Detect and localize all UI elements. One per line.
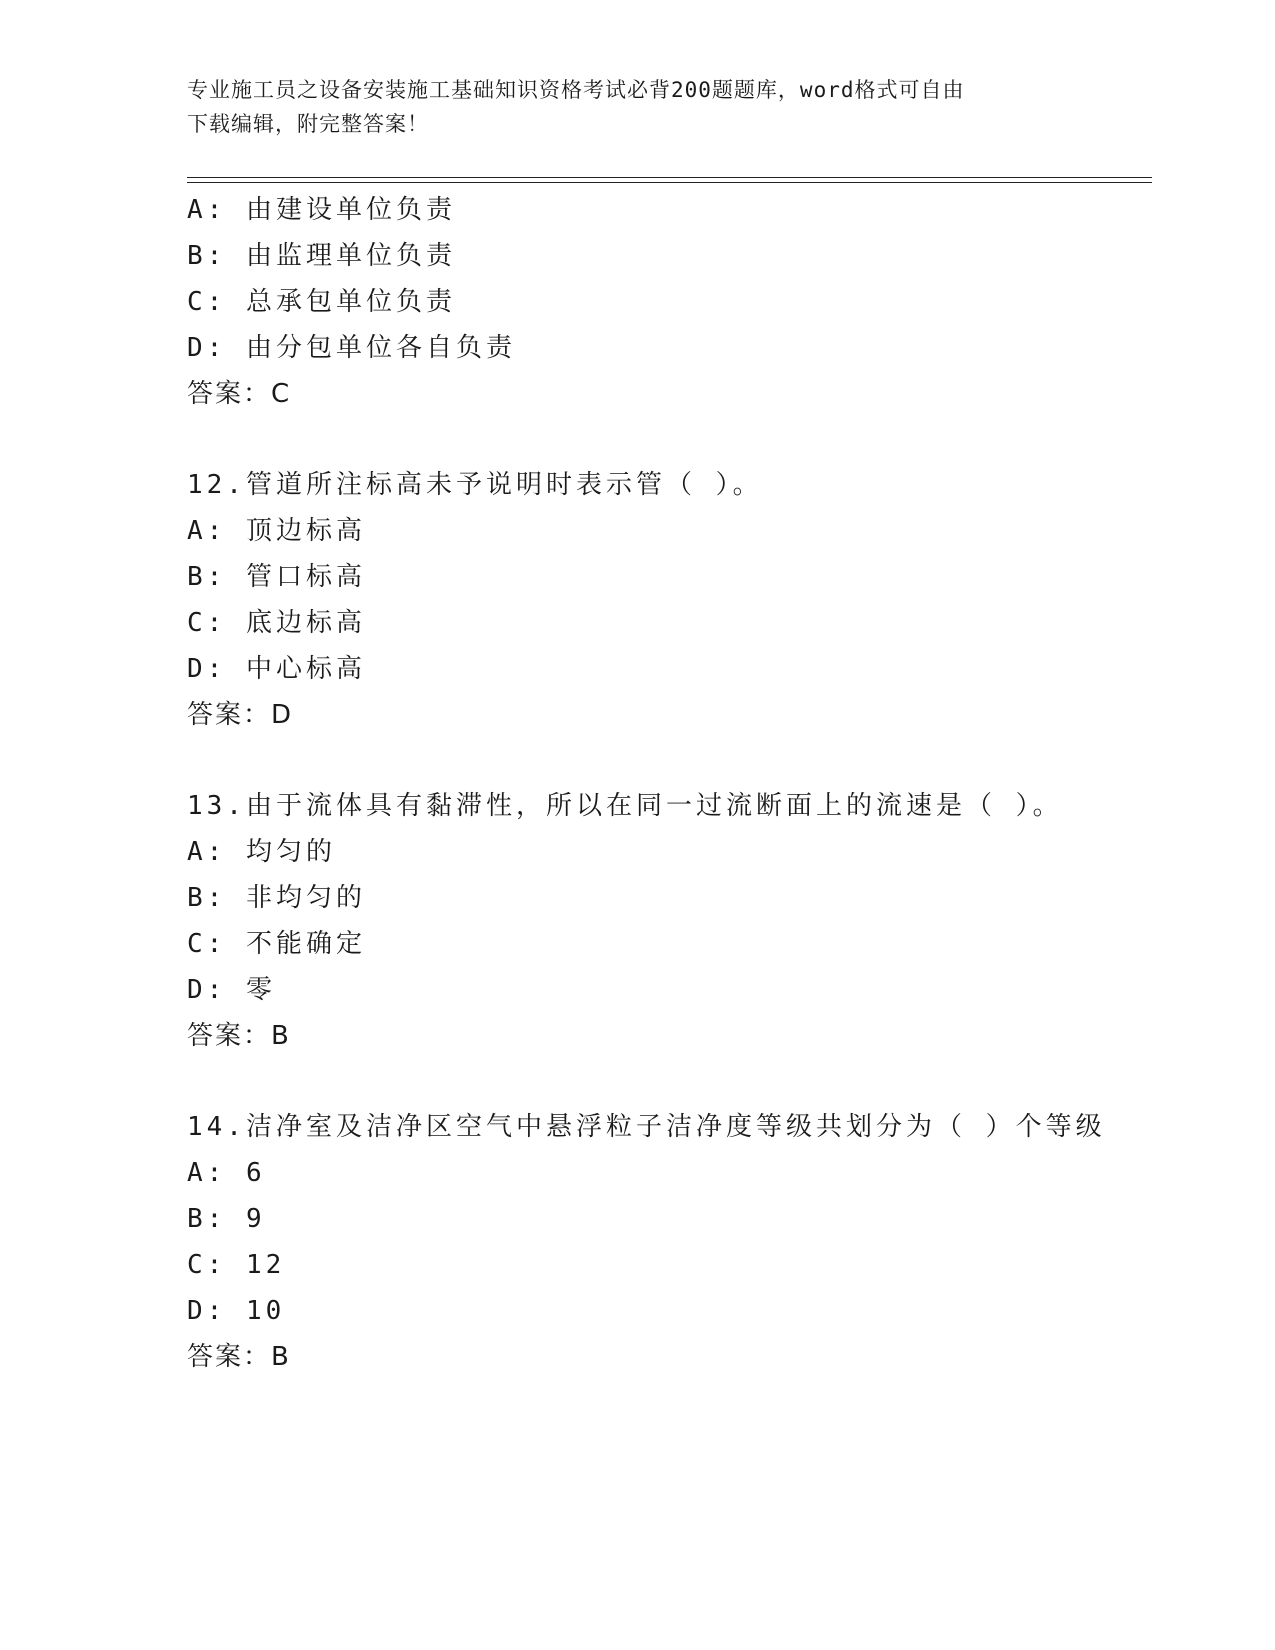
option-b: B: 非均匀的	[187, 883, 366, 913]
question-stem: 12.管道所注标高未予说明时表示管（ ）。	[187, 470, 763, 500]
question-13	[187, 783, 1152, 1059]
document-header	[187, 73, 1087, 141]
option-b: B: 管口标高	[187, 562, 366, 592]
option-c: C: 总承包单位负责	[187, 287, 456, 317]
option-d: D: 零	[187, 975, 276, 1005]
answer: 答案：C	[187, 379, 292, 409]
option-a: A: 顶边标高	[187, 516, 366, 546]
question-stem: 13.由于流体具有黏滞性，所以在同一过流断面上的流速是（ ）。	[187, 791, 1063, 821]
answer: 答案：B	[187, 1342, 291, 1372]
question-12	[187, 462, 1152, 738]
spacer	[187, 738, 1152, 783]
question-14	[187, 1104, 1152, 1380]
option-c: C: 底边标高	[187, 608, 366, 638]
option-c: C: 不能确定	[187, 929, 366, 959]
option-d: D: 10	[187, 1296, 286, 1326]
option-c: C: 12	[187, 1250, 286, 1280]
header-divider-bottom	[187, 182, 1152, 183]
option-d: D: 由分包单位各自负责	[187, 333, 516, 363]
option-b: B: 由监理单位负责	[187, 241, 456, 271]
option-a: A: 由建设单位负责	[187, 195, 456, 225]
header-line-2: 下载编辑，附完整答案！	[187, 112, 429, 136]
option-d: D: 中心标高	[187, 654, 366, 684]
header-divider-top	[187, 177, 1152, 178]
option-a: A: 均匀的	[187, 837, 336, 867]
spacer	[187, 417, 1152, 462]
question-list	[187, 187, 1152, 1380]
answer: 答案：D	[187, 700, 294, 730]
question-11	[187, 187, 1152, 417]
spacer	[187, 1059, 1152, 1104]
option-a: A: 6	[187, 1158, 266, 1188]
answer: 答案：B	[187, 1021, 291, 1051]
question-stem: 14.洁净室及洁净区空气中悬浮粒子洁净度等级共划分为（ ）个等级	[187, 1112, 1106, 1142]
header-line-1: 专业施工员之设备安装施工基础知识资格考试必背200题题库，word格式可自由	[187, 78, 965, 102]
option-b: B: 9	[187, 1204, 266, 1234]
